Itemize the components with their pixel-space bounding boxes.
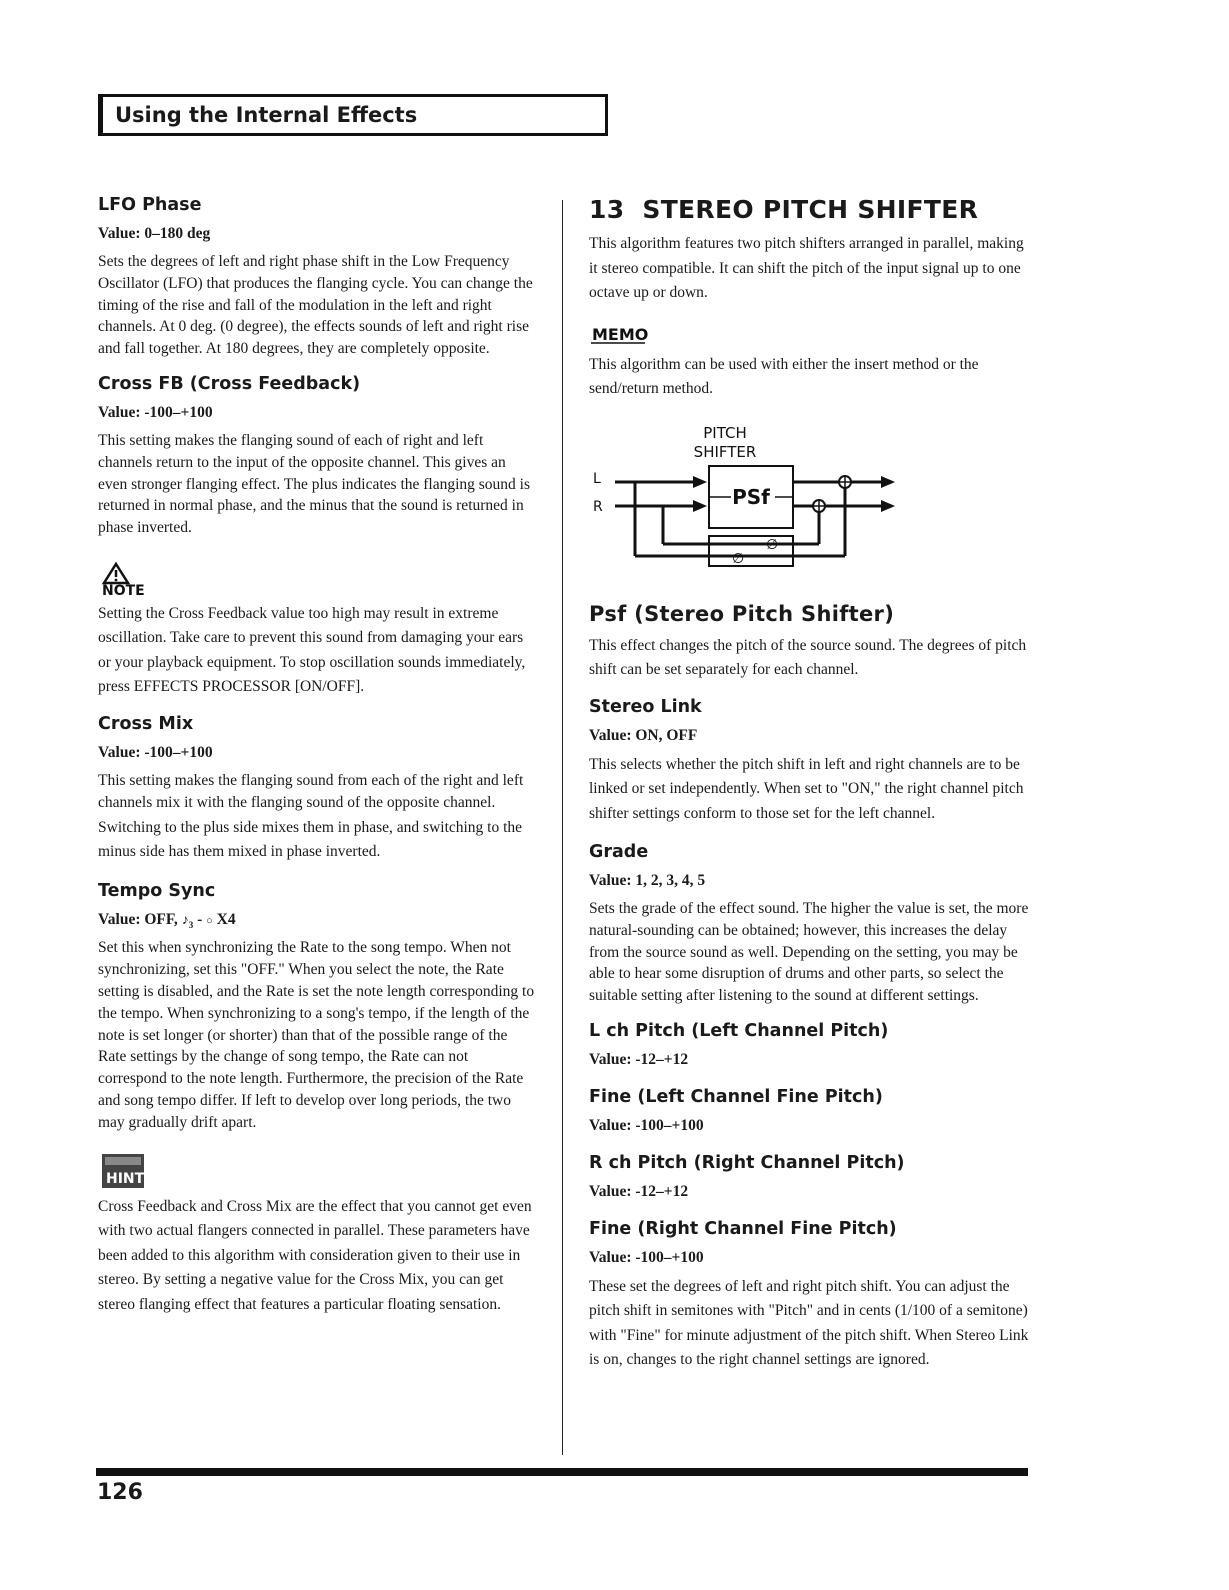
tempo-sync-heading: Tempo Sync bbox=[98, 880, 216, 901]
cross-mix-body-2: Switching to the plus side mixes them in phase, and switching to the minus side has them mixed in phase inverted. bbox=[98, 818, 523, 861]
tempo-sync-value-dash: - bbox=[197, 910, 203, 928]
fine-right-heading: Fine (Right Channel Fine Pitch) bbox=[589, 1218, 897, 1239]
cross-fb-heading: Cross FB (Cross Feedback) bbox=[98, 373, 361, 394]
rch-pitch-heading: R ch Pitch (Right Channel Pitch) bbox=[589, 1152, 905, 1173]
diagram-label-pitch: PITCH bbox=[703, 424, 747, 442]
psf-body: This effect changes the pitch of the source sound. The degrees of pitch shift can be set separately for each channel. bbox=[589, 636, 1027, 678]
lfo-phase-body: Sets the degrees of left and right phase shift in the Low Frequency Oscillator (LFO) that produces the flanging cycle. You can change the timing of the rise and fall of the modulation in the left and right channels. At 0 deg. (0 degree), the effects sounds of left and right rise and fall together. At 180 degrees, they are completely opposite. bbox=[98, 253, 533, 358]
tempo-sync-value-prefix: Value: OFF, bbox=[98, 910, 178, 928]
fine-right-value: Value: -100–+100 bbox=[589, 1248, 704, 1266]
memo-icon-label: MEMO bbox=[592, 324, 649, 344]
hint-body: Cross Feedback and Cross Mix are the effect that you cannot get even with two actual flangers connected in parallel. These parameters have been added to this algorithm with consideration given to their use in stereo. By setting a negative value for the Cross Mix, you can get stereo flanging effect that features a particular floating sensation. bbox=[98, 1197, 532, 1313]
phase-invert-lower-icon: ∅ bbox=[732, 551, 745, 567]
note-icon bbox=[98, 561, 154, 597]
psf-heading: Psf (Stereo Pitch Shifter) bbox=[589, 601, 895, 626]
grade-body: Sets the grade of the effect sound. The higher the value is set, the more natural-sounding can be obtained; however, this increases the delay from the source sound as well. Depending on the setting, you may be able to hear some disruption of drums and other parts, so select the suitable setting after listening to the sound at different settings. bbox=[589, 900, 1029, 1005]
lch-pitch-value: Value: -12–+12 bbox=[589, 1050, 689, 1068]
whole-note-icon: ○ bbox=[206, 914, 213, 927]
cross-mix-body-1: This setting makes the flanging sound from each of the right and left channels mix it with the flanging sound of the opposite channel. bbox=[98, 771, 524, 811]
grade-heading: Grade bbox=[589, 842, 649, 862]
rch-pitch-value: Value: -12–+12 bbox=[589, 1182, 689, 1200]
tempo-sync-body: Set this when synchronizing the Rate to the song tempo. When not synchronizing, set this "OFF." When you select the note, the Rate setting is disabled, and the Rate is set the note length corresponding to the tempo. When synchronizing to a song's tempo, if the length of the note is set longer (or shorter) than that of the possible range of the Rate settings by the change of song tempo, the Rate can not correspond to the note length. Furthermore, the precision of the Rate and song tempo differ. If left to develop over long periods, the two may gradually drift apart. bbox=[98, 939, 535, 1131]
diagram-psf-label: PSf bbox=[732, 485, 770, 509]
cross-fb-body: This setting makes the flanging sound of each of right and left channels return to the input of the opposite channel. This gives an even stronger flanging effect. The plus indicates the flanging sound is returned in normal phase, and the minus that the sound is returned in phase inverted. bbox=[98, 431, 531, 537]
stereo-link-value: Value: ON, OFF bbox=[589, 726, 698, 744]
hint-icon-label: HINT bbox=[106, 1170, 145, 1187]
phase-invert-upper-icon: ∅ bbox=[766, 537, 779, 553]
lfo-phase-value: Value: 0–180 deg bbox=[98, 225, 211, 242]
footer-rule bbox=[96, 1468, 1028, 1476]
column-divider bbox=[562, 200, 563, 1455]
diagram-label-shifter: SHIFTER bbox=[693, 443, 757, 461]
memo-icon bbox=[589, 320, 649, 348]
algorithm-title: 13 STEREO PITCH SHIFTER bbox=[589, 195, 979, 224]
sixteenth-triplet-note-icon: $♪_3$ bbox=[181, 912, 194, 930]
note-body: Setting the Cross Feedback value too high may result in extreme oscillation. Take care to prevent this sound from damaging your ears or your playback equipment. To stop oscillation sounds immediately, press EFFECTS PROCESSOR [ON/OFF]. bbox=[98, 604, 526, 696]
stereo-link-heading: Stereo Link bbox=[589, 696, 702, 717]
algorithm-intro: This algorithm features two pitch shifters arranged in parallel, making it stereo compatible. It can shift the pitch of the input signal up to one octave up or down. bbox=[589, 235, 1024, 301]
stereo-link-body: This selects whether the pitch shift in left and right channels are to be linked or set independently. When set to "ON," the right channel pitch shifter settings conform to those set for the left channel. bbox=[589, 755, 1024, 822]
note-icon-label: NOTE bbox=[102, 582, 145, 597]
cross-mix-value: Value: -100–+100 bbox=[98, 743, 213, 761]
lfo-phase-heading: LFO Phase bbox=[98, 195, 202, 215]
cross-fb-value: Value: -100–+100 bbox=[98, 403, 213, 421]
page-number: 126 bbox=[97, 1480, 143, 1505]
section-header-box bbox=[98, 94, 608, 136]
fine-right-body: These set the degrees of left and right pitch shift. You can adjust the pitch shift in semitones with "Pitch" and in cents (1/100 of a semitone) with "Fine" for minute adjustment of the pitch shift. When Stereo Link is on, changes to the right channel settings are ignored. bbox=[589, 1277, 1029, 1369]
memo-body: This algorithm can be used with either the insert method or the send/return method. bbox=[589, 355, 979, 397]
lch-pitch-heading: L ch Pitch (Left Channel Pitch) bbox=[589, 1020, 889, 1041]
tempo-sync-value-suffix: X4 bbox=[216, 910, 236, 928]
diagram-label-l: L bbox=[593, 471, 601, 487]
left-column bbox=[98, 195, 538, 1317]
fine-left-heading: Fine (Left Channel Fine Pitch) bbox=[589, 1086, 883, 1107]
diagram-label-r: R bbox=[593, 499, 603, 515]
section-header-title: Using the Internal Effects bbox=[115, 103, 418, 127]
hint-icon bbox=[98, 1150, 150, 1190]
tempo-sync-value bbox=[98, 911, 538, 930]
pitch-shifter-block-diagram bbox=[589, 420, 909, 580]
fine-left-value: Value: -100–+100 bbox=[589, 1116, 704, 1134]
cross-mix-heading: Cross Mix bbox=[98, 713, 194, 734]
grade-value: Value: 1, 2, 3, 4, 5 bbox=[589, 872, 706, 889]
right-column bbox=[589, 195, 1031, 1373]
